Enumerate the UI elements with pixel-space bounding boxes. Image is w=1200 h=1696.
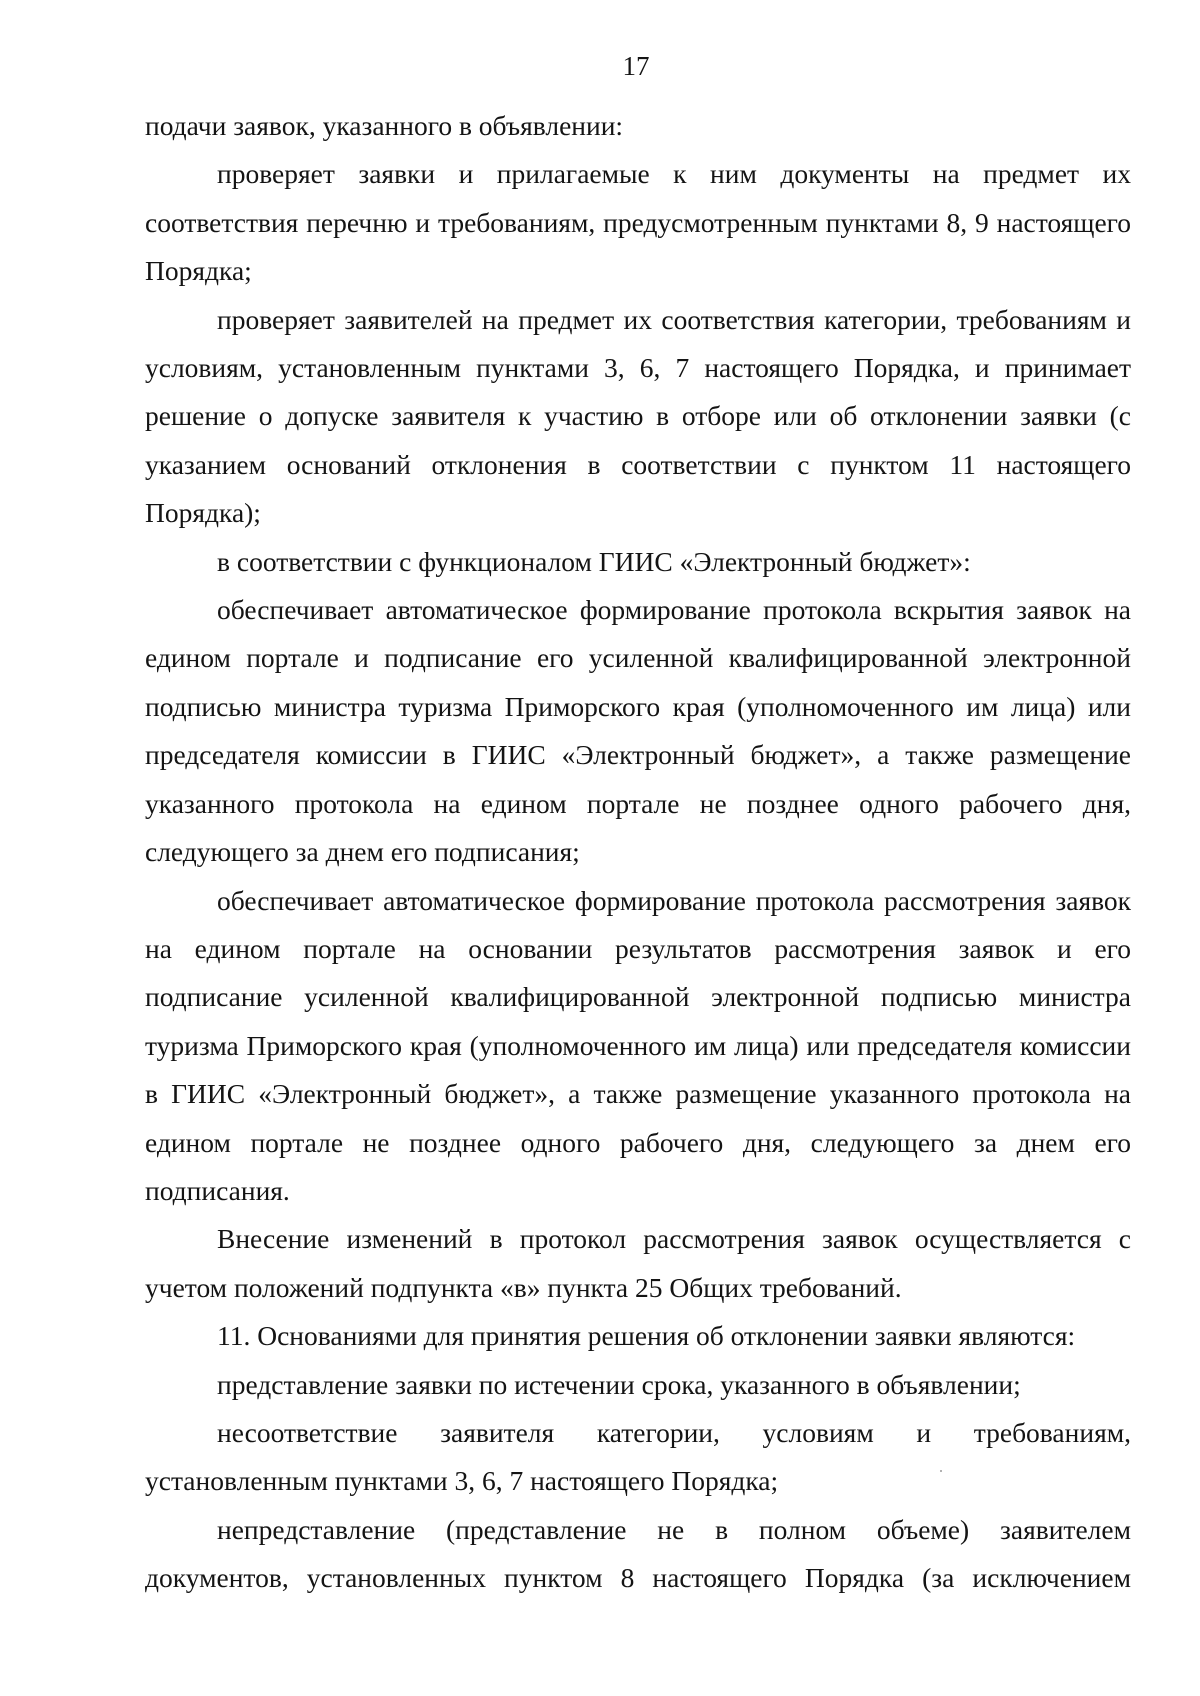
document-body <box>145 102 1131 1603</box>
paragraph-protocol-changes: Внесение изменений в протокол рассмотрения заявок осуществляется с учетом положений подпункта «в» пункта 25 Общих требований. <box>145 1223 1131 1303</box>
paragraph-giis-intro: в соответствии с функционалом ГИИС «Электронный бюджет»: <box>217 545 971 577</box>
paragraph-rejection-grounds: 11. Основаниями для принятия решения об отклонении заявки являются: <box>217 1320 1076 1352</box>
scan-speck <box>940 1470 942 1472</box>
page-number: 17 <box>622 51 650 81</box>
paragraph-opening-protocol: обеспечивает автоматическое формирование протокола вскрытия заявок на едином портале и подписание его усиленной квалифицированной электронной подписью министра туризма Приморского края (уполномоченного им лица) или председателя комиссии в ГИИС «Электронный бюджет», а также размещение указанного протокола на едином портале не позднее одного рабочего дня, следующего за днем его подписания; <box>145 594 1131 868</box>
paragraph-continuation: подачи заявок, указанного в объявлении: <box>145 110 624 141</box>
paragraph-review-protocol: обеспечивает автоматическое формирование протокола рассмотрения заявок на едином портале на основании результатов рассмотрения заявок и его подписание усиленной квалифицированной электронной подписью министра туризма Приморского края (уполномоченного им лица) или председателя комиссии в ГИИС «Электронный бюджет», а также размещение указанного протокола на едином портале не позднее одного рабочего дня, следующего за днем его подписания. <box>145 884 1131 1206</box>
paragraph-late-submission: представление заявки по истечении срока, указанного в объявлении; <box>217 1368 1021 1400</box>
paragraph-nonconformity: несоответствие заявителя категории, условиям и требованиям, установленным пунктами 3, 6, 7 настоящего Порядка; <box>145 1416 1131 1497</box>
paragraph-check-applications: проверяет заявки и прилагаемые к ним документы на предмет их соответствия перечню и требованиям, предусмотренным пунктами 8, 9 настоящего Порядка; <box>145 158 1131 287</box>
paragraph-incomplete-documents: непредставление (представление не в полном объеме) заявителем документов, установленных пунктом 8 настоящего Порядка (за исключением <box>145 1513 1131 1594</box>
paragraph-check-applicants: проверяет заявителей на предмет их соответствия категории, требованиям и условиям, установленным пунктами 3, 6, 7 настоящего Порядка, и принимает решение о допуске заявителя к участию в отборе или об отклонении заявки (с указанием оснований отклонения в соответствии с пунктом 11 настоящего Порядка); <box>145 303 1131 529</box>
